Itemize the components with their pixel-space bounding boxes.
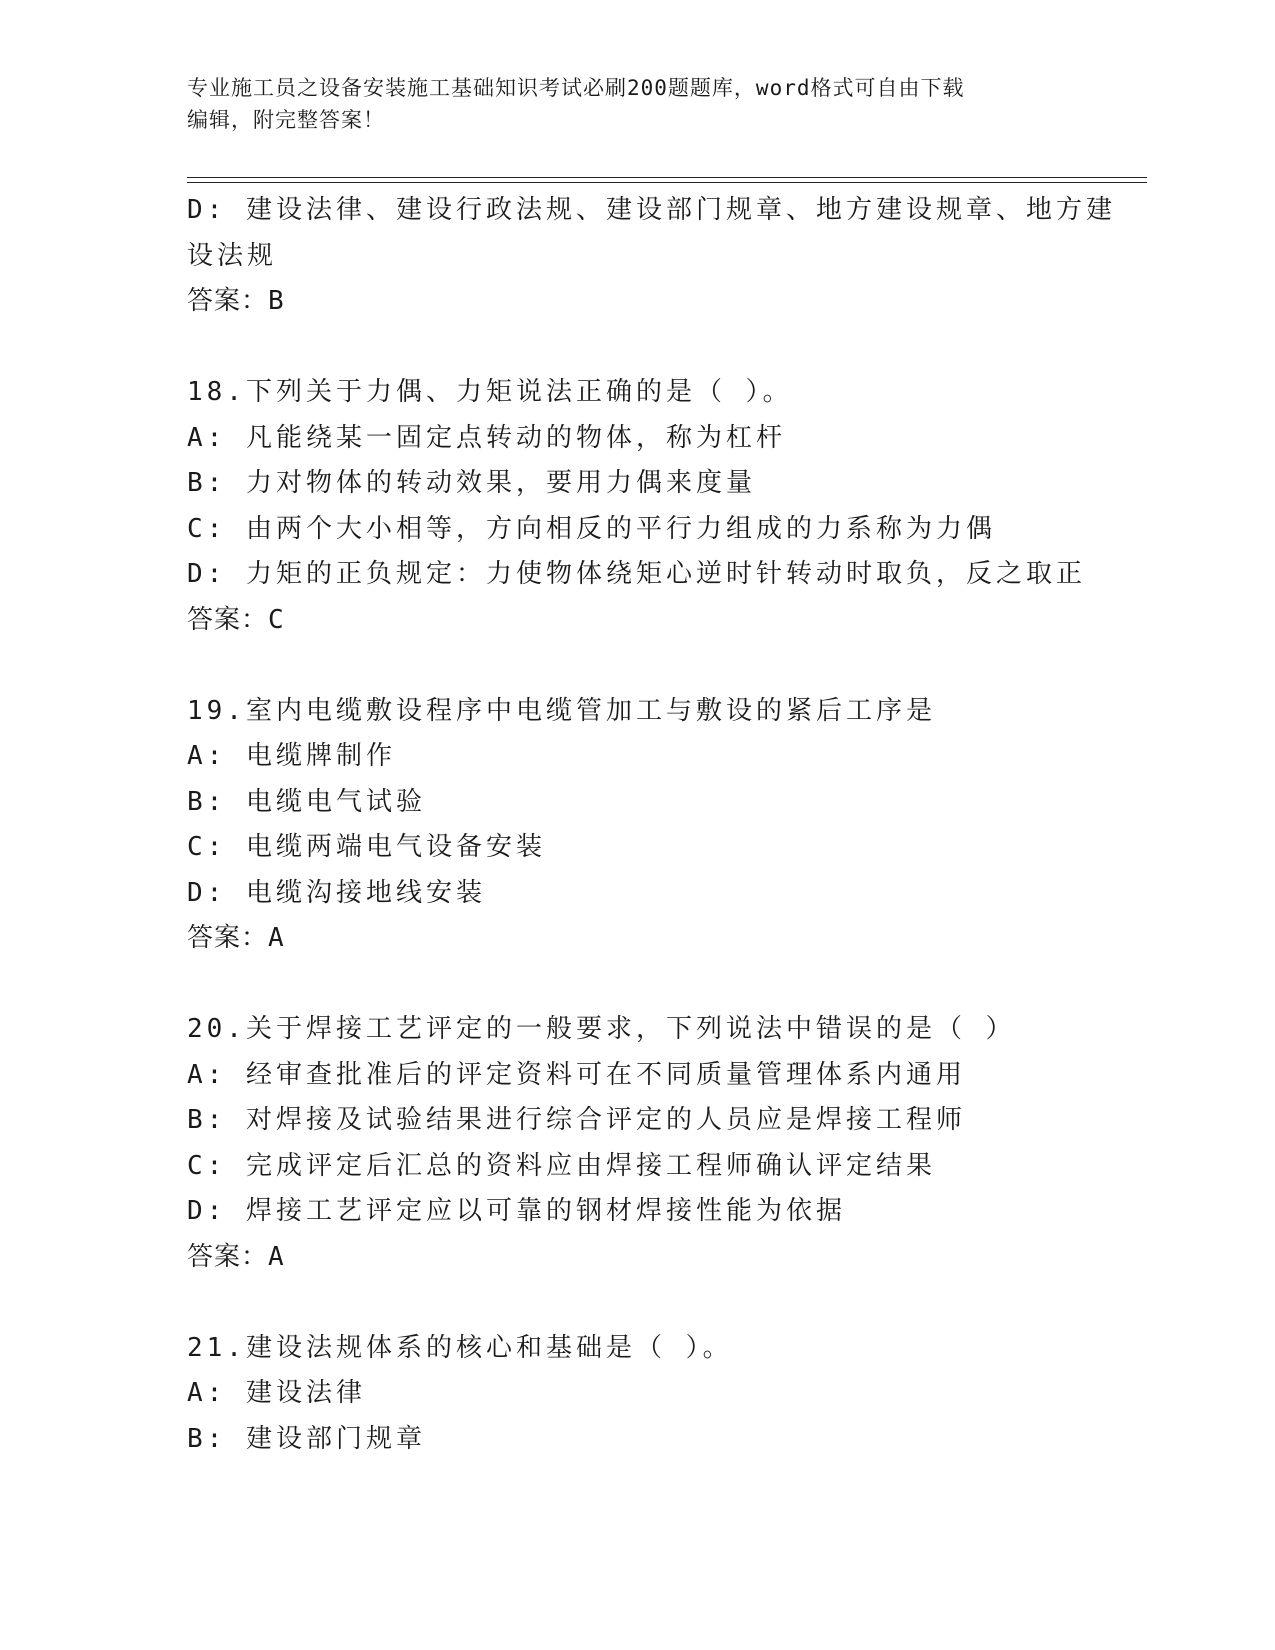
- option-c: C: 由两个大小相等，方向相反的平行力组成的力系称为力偶: [187, 513, 996, 544]
- document-header: [187, 72, 1067, 136]
- answer: 答案：A: [187, 1241, 285, 1272]
- option-a: A: 电缆牌制作: [187, 741, 396, 771]
- spacer: [187, 962, 1087, 1008]
- question-18: [187, 370, 1087, 643]
- option-a: A: 经审查批准后的评定资料可在不同质量管理体系内通用: [187, 1059, 966, 1090]
- option-b: B: 力对物体的转动效果，要用力偶来度量: [187, 468, 756, 498]
- option-b: B: 电缆电气试验: [187, 786, 426, 817]
- header-divider-top: [187, 177, 1147, 178]
- option-c: C: 电缆两端电气设备安装: [187, 832, 546, 862]
- question-stem: 21.建设法规体系的核心和基础是（ ）。: [187, 1332, 733, 1363]
- answer: 答案：A: [187, 923, 285, 953]
- answer: 答案：C: [187, 604, 285, 635]
- header-line-1: 专业施工员之设备安装施工基础知识考试必刷200题题库，word格式可自由下载: [187, 76, 965, 100]
- question-list: [187, 188, 1116, 1462]
- header-divider-bottom: [187, 182, 1147, 183]
- option-b: B: 建设部门规章: [187, 1423, 426, 1454]
- prev-option-d-line2: 设法规: [187, 240, 278, 271]
- question-stem: 18.下列关于力偶、力矩说法正确的是（ ）。: [187, 377, 793, 407]
- spacer: [187, 643, 1087, 689]
- option-d: D: 焊接工艺评定应以可靠的钢材焊接性能为依据: [187, 1196, 846, 1226]
- option-d: D: 电缆沟接地线安装: [187, 877, 486, 908]
- option-d: D: 力矩的正负规定：力使物体绕矩心逆时针转动时取负，反之取正: [187, 559, 1086, 589]
- option-a: A: 建设法律: [187, 1378, 366, 1408]
- option-c: C: 完成评定后汇总的资料应由焊接工程师确认评定结果: [187, 1150, 936, 1181]
- option-b: B: 对焊接及试验结果进行综合评定的人员应是焊接工程师: [187, 1105, 966, 1135]
- option-a: A: 凡能绕某一固定点转动的物体，称为杠杆: [187, 422, 786, 453]
- spacer: [187, 325, 1087, 371]
- question-stem: 20.关于焊接工艺评定的一般要求，下列说法中错误的是（ ）: [187, 1014, 1016, 1044]
- prev-option-d-line1: D: 建设法律、建设行政法规、建设部门规章、地方建设规章、地方建: [187, 195, 1116, 225]
- question-21: [187, 1326, 1087, 1463]
- question-stem: 19.室内电缆敷设程序中电缆管加工与敷设的紧后工序是: [187, 695, 936, 726]
- question-20: [187, 1007, 1087, 1280]
- question-19: [187, 689, 1087, 962]
- spacer: [187, 1280, 1087, 1326]
- prev-answer: 答案：B: [187, 286, 285, 316]
- header-line-2: 编辑，附完整答案！: [187, 108, 385, 132]
